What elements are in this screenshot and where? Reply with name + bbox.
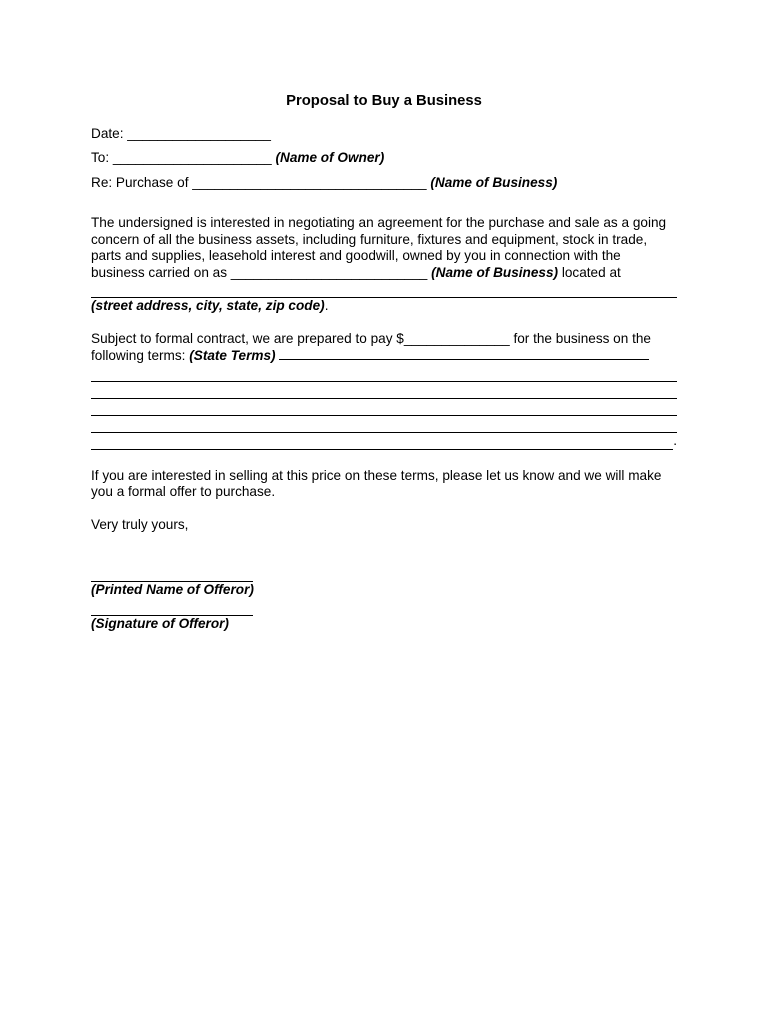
printed-name-label: (Printed Name of Offeror) xyxy=(91,582,254,597)
terms-blank-line-2 xyxy=(91,382,677,399)
paragraph-closing: If you are interested in selling at this price on these terms, please let us know and we will make you a formal offer to purchase. xyxy=(91,467,662,499)
paragraph-intro xyxy=(91,215,677,281)
name-of-business-label: (Name of Business) xyxy=(430,174,558,190)
re-line xyxy=(91,175,677,192)
state-terms-fill xyxy=(279,347,649,360)
terms-blank-line-4 xyxy=(91,416,677,433)
paragraph-intro-text: The undersigned is interested in negotiating an agreement for the purchase and sale as a going concern of all the business assets, including furniture, fixtures and equipment, stock in trade, parts and supplies, leasehold interest and goodwill, owned by you in connection with the business carried on as __________________________ xyxy=(91,215,667,280)
name-of-owner-label: (Name of Owner) xyxy=(275,150,385,165)
re-line-text: Re: Purchase of _______________________________ xyxy=(91,174,427,190)
paragraph-intro-business-label: (Name of Business) xyxy=(431,264,559,280)
address-blank-line xyxy=(91,281,677,298)
paragraph-intro-located: located at xyxy=(561,264,621,280)
document-body xyxy=(91,93,677,632)
state-terms-label: (State Terms) xyxy=(189,348,280,363)
paragraph-offer xyxy=(91,331,677,365)
address-label-line xyxy=(91,298,677,315)
to-line-text: To: _____________________ xyxy=(91,150,272,165)
signature-line xyxy=(91,599,253,616)
paragraph-offer-text: Subject to formal contract, we are prepared to pay $______________ for the business on the following terms: xyxy=(91,330,651,363)
document-title: Proposal to Buy a Business xyxy=(286,93,482,109)
terms-blank-line-3 xyxy=(91,399,677,416)
date-line xyxy=(91,126,677,143)
terms-period: . xyxy=(673,433,677,448)
terms-blank-line-5-bar xyxy=(91,433,673,450)
printed-name-line xyxy=(91,565,253,582)
date-line-text: Date: ___________________ xyxy=(91,125,271,141)
terms-blank-line-5 xyxy=(91,433,677,450)
address-period: . xyxy=(324,298,329,313)
to-line xyxy=(91,150,677,167)
terms-blank-line-1 xyxy=(91,365,677,382)
closing-salutation: Very truly yours, xyxy=(91,516,189,532)
signature-label: (Signature of Offeror) xyxy=(91,615,229,631)
street-address-label: (street address, city, state, zip code) xyxy=(91,298,325,313)
